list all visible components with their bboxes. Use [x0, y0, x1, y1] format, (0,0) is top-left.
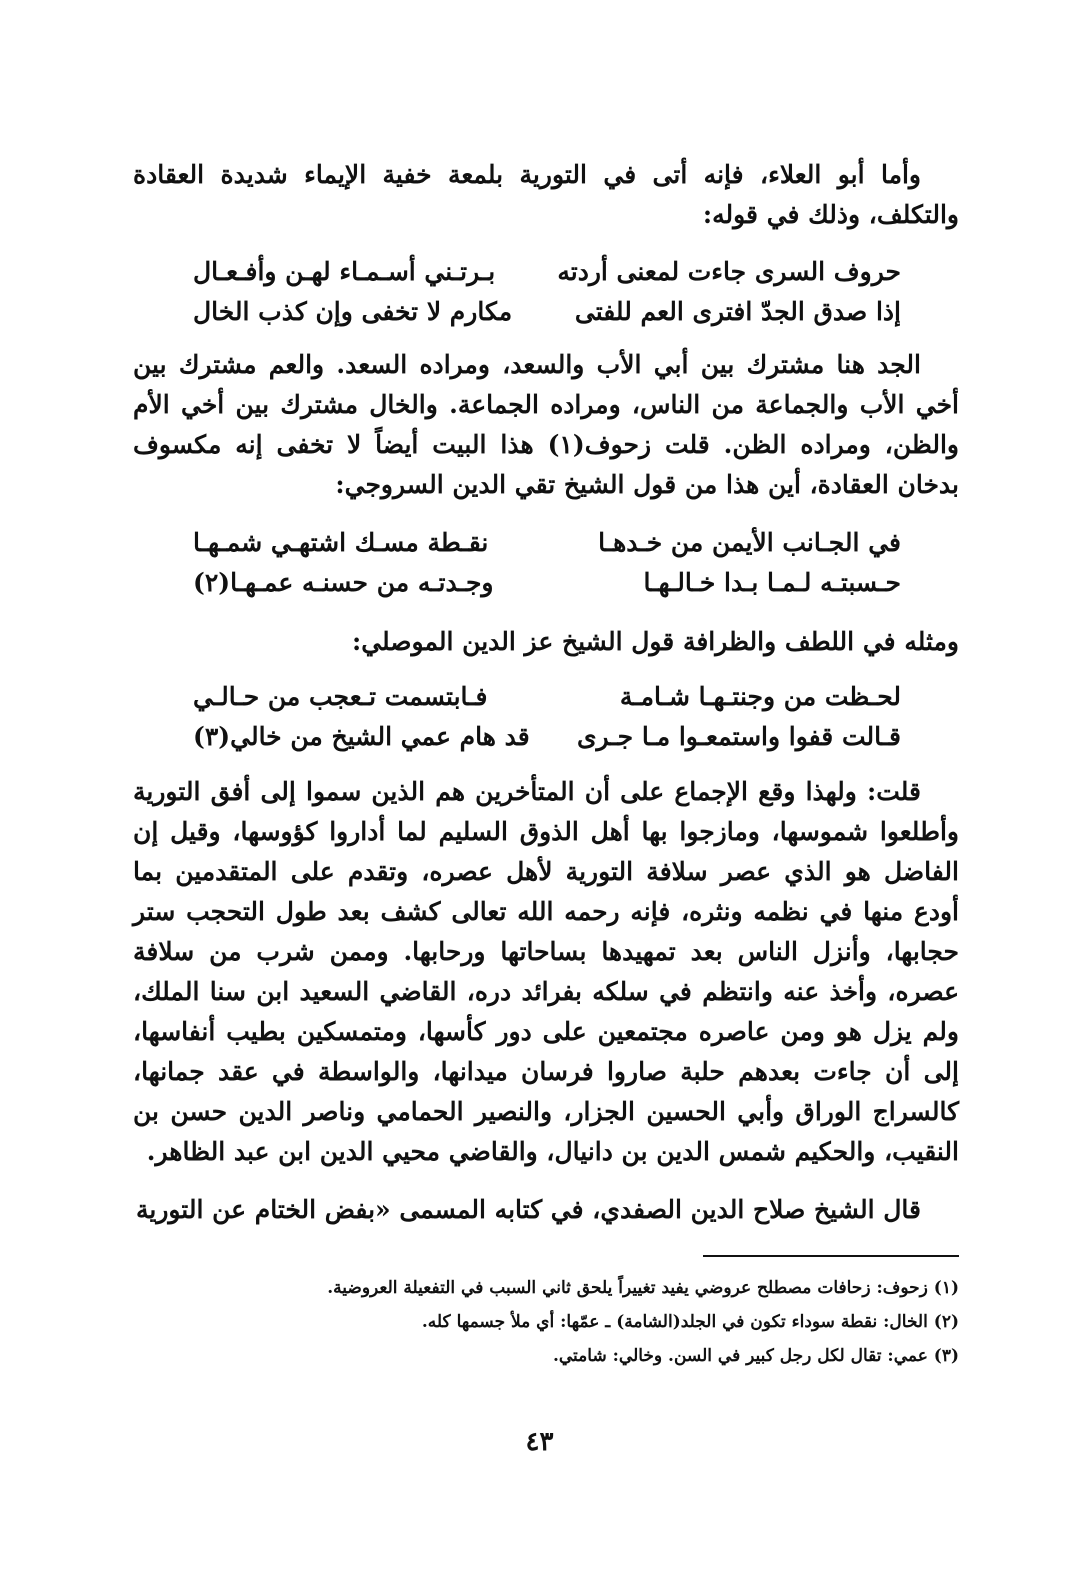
- verse-first-hemistich: إذا صدق الجدّ افترى العم للفتى: [574, 297, 901, 326]
- paragraph-intro: [133, 155, 959, 235]
- verse-second-hemistich: فـابتسمت تـعجب من حـالـي: [193, 682, 488, 711]
- paragraph-mosuli-intro: [133, 622, 959, 662]
- verse-second-hemistich: نقـطة مسـك اشتهـي شمـهـا: [193, 528, 489, 557]
- verse-first-hemistich: حروف السرى جاءت لمعنى أردته: [557, 257, 901, 286]
- page-number: ٤٣: [525, 1427, 554, 1457]
- verse-first-hemistich: في الجـانب الأيمن من خـدهـا: [598, 528, 901, 557]
- verse-second-hemistich: بـرتـني أسـمـاء لهـن وأفـعـال: [193, 257, 496, 286]
- footnote-divider: [703, 1255, 959, 1257]
- footnote-1: (١) زحوف: زحافات مصطلح عروضي يفيد تغييراً يلحق ثاني السبب في التفعيلة العروضية.: [327, 1278, 959, 1298]
- paragraph-qult: قلت: ولهذا وقع الإجماع على أن المتأخرين هم الذين سموا إلى أفق التورية وأطلعوا شموسها، ومازجوا بها أهل الذوق السليم لما أداروا كؤوسها، وقيل إن الفاضل هو الذي عصر سلافة التورية لأهل عصره، وتقدم على المتقدمين بما أودع منها في نظمه ونثره، فإنه رحمه الله تعالى كشف بعد طول التحجب ستر حجابها، وأنزل الناس بعد تمهيدها بساحاتها ورحابها. وممن شرب من سلافة عصره، وأخذ عنه وانتظم في سلكه بفرائد دره، القاضي السعيد ابن سنا الملك، ولم يزل هو ومن عاصره مجتمعين على دور كأسها، ومتمسكين بطيب أنفاسها، إلى أن جاءت بعدهم حلبة صاروا فرسان ميدانها، والواسطة في عقد جمانها، كالسراج الوراق وأبي الحسين الجزار، والنصير الحمامي وناصر الدين حسن بن النقيب، والحكيم شمس الدين بن دانيال، والقاضي محيي الدين ابن عبد الظاهر.: [133, 777, 959, 1166]
- paragraph-safadi: [133, 1190, 959, 1230]
- footnote-2: (٢) الخال: نقطة سوداء تكون في الجلد(الشامة) ـ عمّها: أي ملأ جسمها كله.: [421, 1312, 959, 1332]
- paragraph-explanation: [133, 345, 959, 505]
- paragraph-consensus: [133, 772, 959, 1172]
- verse-second-hemistich: قد هام عمي الشيخ من خالي(٣): [193, 722, 530, 751]
- verse-second-hemistich: مكارم لا تخفى وإن كذب الخال: [193, 297, 513, 326]
- paragraph-abu-alaa: وأما أبو العلاء، فإنه أتى في التورية بلمعة خفية الإيماء شديدة العقادة والتكلف، وذلك في قوله:: [133, 160, 959, 229]
- paragraph-safadi-text: قال الشيخ صلاح الدين الصفدي، في كتابه المسمى «بفض الختام عن التورية: [135, 1195, 921, 1224]
- footnotes: [133, 1271, 959, 1373]
- paragraph-mosuli: ومثله في اللطف والظرافة قول الشيخ عز الدين الموصلي:: [351, 627, 959, 656]
- verse-first-hemistich: حـسبتـه لـمـا بـدا خـالـهـا: [643, 568, 901, 597]
- verse-second-hemistich: وجـدتـه من حسنـه عمـهـا(٢): [193, 568, 494, 597]
- verse-first-hemistich: لحـظت من وجنتـهـا شـامـة: [619, 682, 901, 711]
- footnote-3: (٣) عمي: تقال لكل رجل كبير في السن. وخالي: شامتي.: [552, 1346, 959, 1366]
- paragraph-jadd: الجد هنا مشترك بين أبي الأب والسعد، ومراده السعد. والعم مشترك بين أخي الأب والجماعة من الناس، ومراده الجماعة. والخال مشترك بين أخي الأم والظن، ومراده الظن. قلت زحوف(١) هذا البيت أيضاً لا تخفى إنه مكسوف بدخان العقادة، أين هذا من قول الشيخ تقي الدين السروجي:: [133, 350, 959, 499]
- verse-first-hemistich: قـالت قفوا واستمعـوا مـا جـرى: [576, 722, 901, 751]
